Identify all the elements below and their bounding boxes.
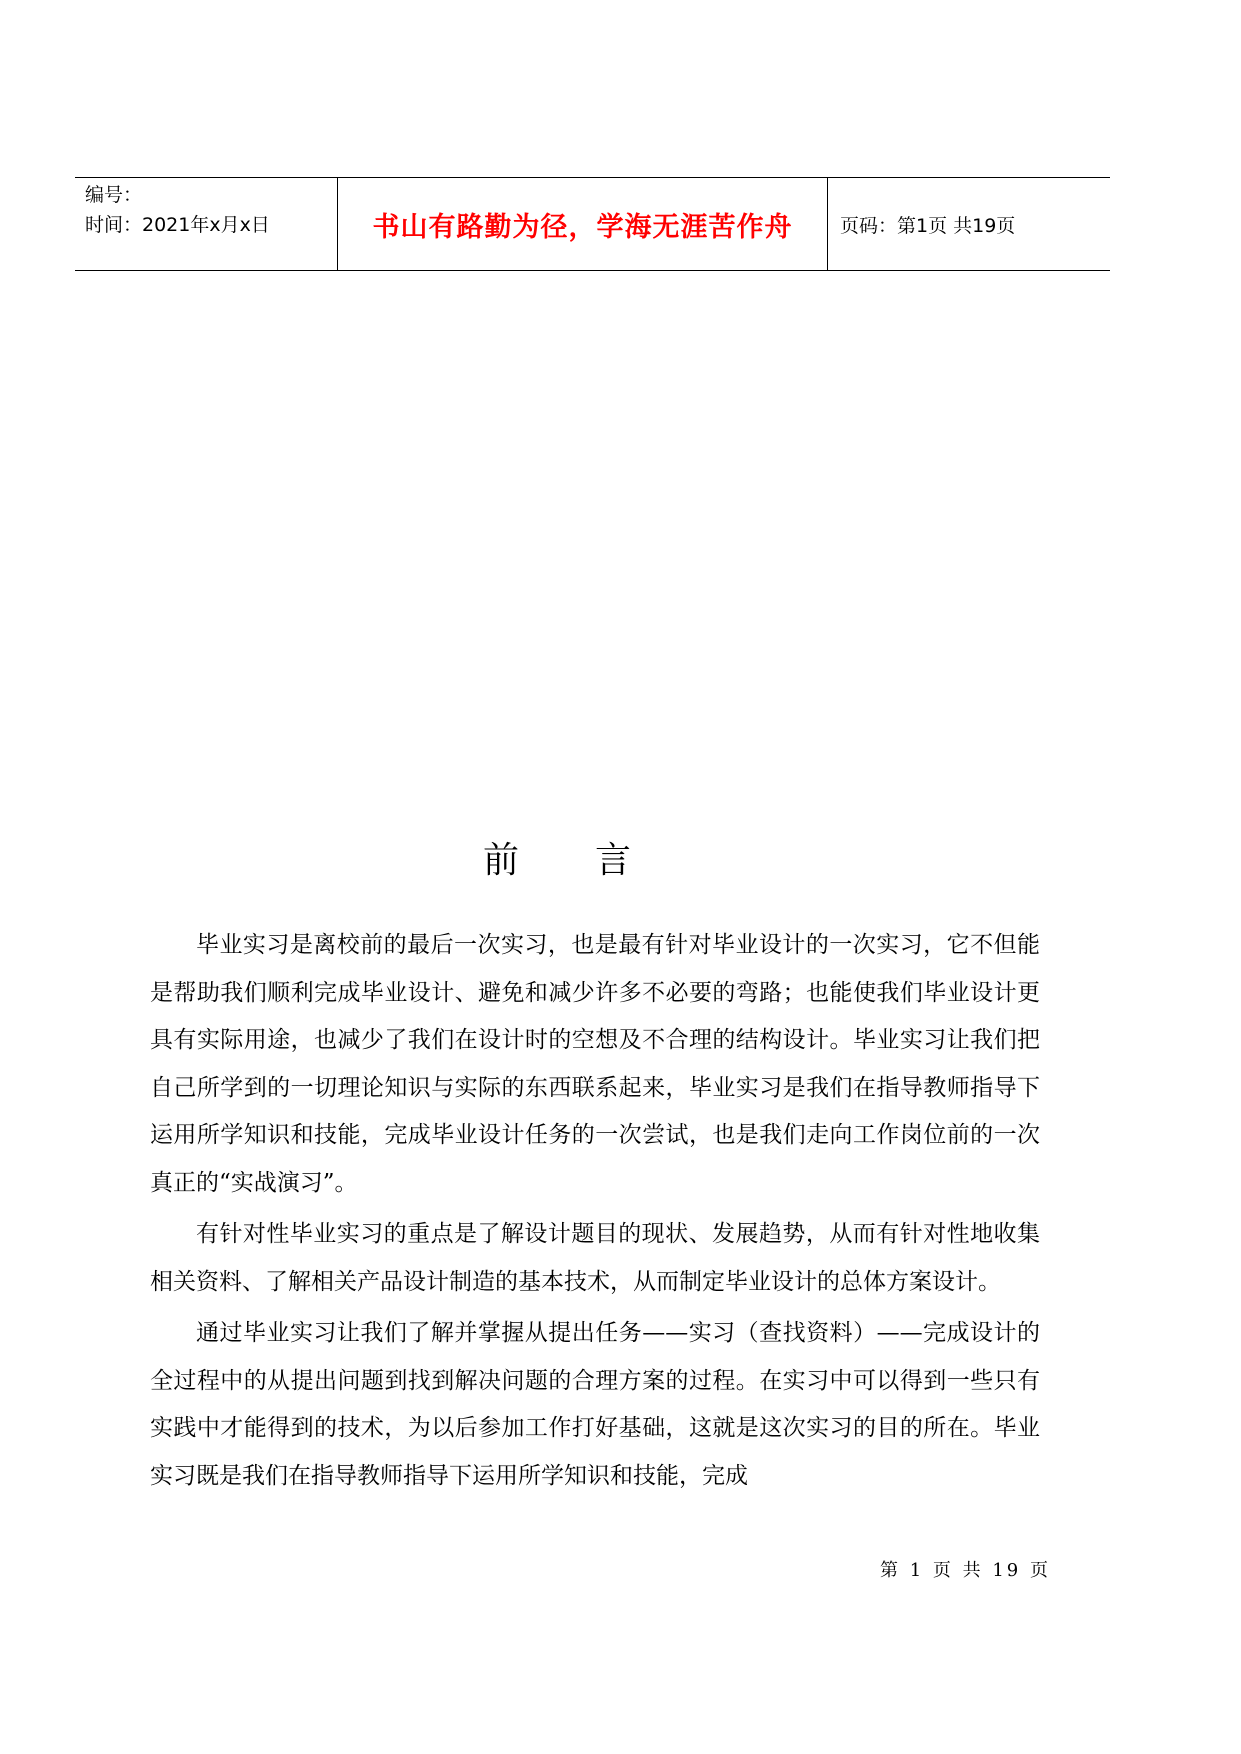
header-meta-cell — [75, 178, 338, 270]
header-motto-cell — [338, 178, 828, 270]
header-table — [75, 177, 1110, 271]
paragraph: 毕业实习是离校前的最后一次实习，也是最有针对毕业设计的一次实习，它不但能是帮助我们顺利完成毕业设计、避免和减少许多不必要的弯路；也能使我们毕业设计更具有实际用途，也减少了我们在设计时的空想及不合理的结构设计。毕业实习让我们把自己所学到的一切理论知识与实际的东西联系起来，毕业实习是我们在指导教师指导下运用所学知识和技能，完成毕业设计任务的一次尝试，也是我们走向工作岗位前的一次真正的“实战演习”。 — [150, 932, 1040, 1196]
page-title: 前言 — [482, 840, 707, 881]
paragraph: 有针对性毕业实习的重点是了解设计题目的现状、发展趋势，从而有针对性地收集相关资料、了解相关产品设计制造的基本技术，从而制定毕业设计的总体方案设计。 — [150, 1221, 1040, 1295]
number-label: 编号： — [85, 184, 143, 206]
motto-text: 书山有路勤为径，学海无涯苦作舟 — [372, 211, 793, 243]
time-label: 时间：2021年x月x日 — [85, 214, 270, 236]
page-code: 页码：第1页 共19页 — [840, 214, 1016, 237]
body-text — [150, 922, 1040, 1500]
paragraph: 通过毕业实习让我们了解并掌握从提出任务——实习（查找资料）——完成设计的全过程中的从提出问题到找到解决问题的合理方案的过程。在实习中可以得到一些只有实践中才能得到的技术，为以后参加工作打好基础，这就是这次实习的目的所在。毕业实习既是我们在指导教师指导下运用所学知识和技能，完成 — [150, 1320, 1040, 1489]
header-page-cell — [828, 178, 1110, 270]
page-footer: 第 1 页 共 19 页 — [880, 1560, 1051, 1581]
